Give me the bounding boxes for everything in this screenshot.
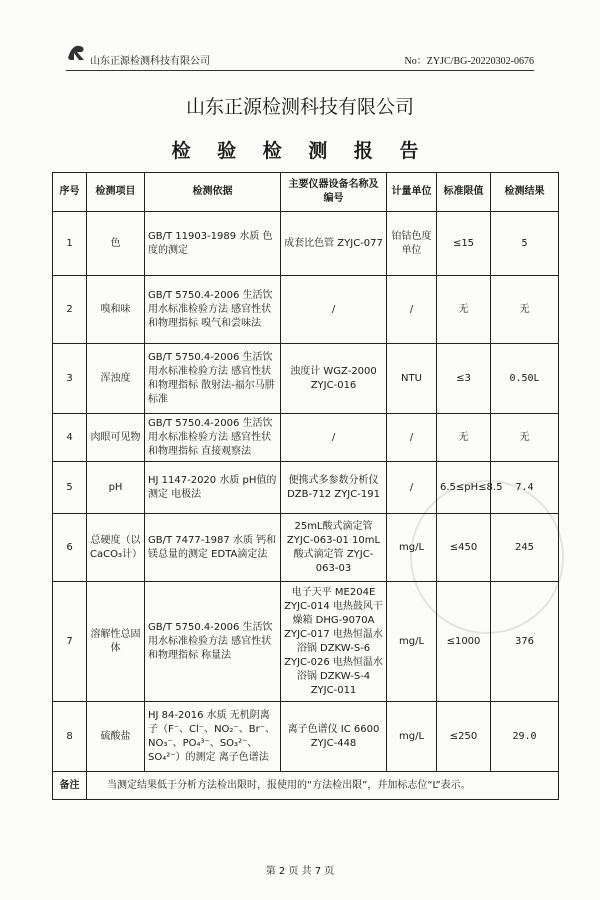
header-result: 检测结果 (491, 173, 559, 212)
cell-no: 4 (53, 414, 87, 462)
header-instrument: 主要仪器设备名称及编号 (281, 173, 387, 212)
cell-basis: GB/T 5750.4-2006 生活饮用水标准检验方法 感官性状和物理指标 称量法 (145, 582, 281, 702)
cell-limit: 6.5≤pH≤8.5 (437, 462, 491, 514)
cell-result: 5 (491, 212, 559, 276)
cell-basis: GB/T 5750.4-2006 生活饮用水标准检验方法 感官性状和物理指标 散射法-福尔马肼标准 (145, 344, 281, 414)
cell-unit: NTU (387, 344, 437, 414)
header-unit: 计量单位 (387, 173, 437, 212)
cell-result: 无 (491, 276, 559, 344)
cell-item: 总硬度（以CaCO₃计） (87, 514, 145, 582)
cell-unit: / (387, 462, 437, 514)
cell-unit: 铂钴色度单位 (387, 212, 437, 276)
cell-instrument: 成套比色管 ZYJC-077 (281, 212, 387, 276)
cell-limit: 无 (437, 414, 491, 462)
cell-instrument: / (281, 276, 387, 344)
cell-basis: HJ 1147-2020 水质 pH值的测定 电极法 (145, 462, 281, 514)
cell-instrument: 电子天平 ME204E ZYJC-014 电热鼓风干燥箱 DHG-9070A ZYJC-017 电热恒温水浴锅 DZKW-S-6 ZYJC-026 电热恒温水浴锅 DZKW-S-4 ZYJC-011 (281, 582, 387, 702)
cell-no: 3 (53, 344, 87, 414)
cell-basis: HJ 84-2016 水质 无机阴离子（F⁻、Cl⁻、NO₂⁻、Br⁻、NO₃⁻、PO₄³⁻、SO₃²⁻、SO₄²⁻）的测定 离子色谱法 (145, 702, 281, 772)
document-title: 山东正源检测科技有限公司 (185, 96, 414, 118)
cell-result: 29.0 (491, 702, 559, 772)
cell-instrument: 便携式多参数分析仪 DZB-712 ZYJC-191 (281, 462, 387, 514)
header-basis: 检测依据 (145, 173, 281, 212)
table-header-row (53, 173, 559, 212)
cell-unit: / (387, 414, 437, 462)
cell-item: 肉眼可见物 (87, 414, 145, 462)
table-row (53, 276, 559, 344)
cell-unit: mg/L (387, 514, 437, 582)
cell-limit: ≤450 (437, 514, 491, 582)
cell-no: 2 (53, 276, 87, 344)
cell-item: 硫酸盐 (87, 702, 145, 772)
table-row (53, 414, 559, 462)
table-row (53, 212, 559, 276)
cell-result: 无 (491, 414, 559, 462)
cell-no: 1 (53, 212, 87, 276)
cell-result: 376 (491, 582, 559, 702)
header-item: 检测项目 (87, 173, 145, 212)
header-company-name: 山东正源检测科技有限公司 (90, 56, 210, 67)
table-row (53, 462, 559, 514)
remark-text: 当测定结果低于分析方法检出限时，报使用的“方法检出限”，并加标志位“L”表示。 (87, 772, 559, 800)
cell-instrument: 25mL酸式滴定管 ZYJC-063-01 10mL酸式滴定管 ZYJC-063-03 (281, 514, 387, 582)
cell-item: 溶解性总固体 (87, 582, 145, 702)
header-no: 序号 (53, 173, 87, 212)
cell-basis: GB/T 7477-1987 水质 钙和镁总量的测定 EDTA滴定法 (145, 514, 281, 582)
cell-unit: mg/L (387, 582, 437, 702)
cell-basis: GB/T 11903-1989 水质 色度的测定 (145, 212, 281, 276)
cell-limit: 无 (437, 276, 491, 344)
cell-instrument: / (281, 414, 387, 462)
table-row (53, 702, 559, 772)
cell-limit: ≤250 (437, 702, 491, 772)
cell-unit: mg/L (387, 702, 437, 772)
header-limit: 标准限值 (437, 173, 491, 212)
table-row (53, 514, 559, 582)
page-number: 第 2 页 共 7 页 (265, 866, 335, 877)
cell-result: 0.50L (491, 344, 559, 414)
cell-item: 色 (87, 212, 145, 276)
test-report-table (52, 172, 559, 800)
cell-limit: ≤15 (437, 212, 491, 276)
cell-result: 245 (491, 514, 559, 582)
table-row (53, 582, 559, 702)
cell-item: 浑浊度 (87, 344, 145, 414)
remark-row (53, 772, 559, 800)
report-number: No：ZYJC/BG-20220302-0676 (404, 56, 534, 67)
company-logo-icon (66, 42, 88, 62)
cell-item: 嗅和味 (87, 276, 145, 344)
document-subtitle: 检 验 检 测 报 告 (171, 140, 429, 162)
cell-item: pH (87, 462, 145, 514)
cell-basis: GB/T 5750.4-2006 生活饮用水标准检验方法 感官性状和物理指标 直接观察法 (145, 414, 281, 462)
cell-result: 7.4 (491, 462, 559, 514)
page-header (66, 40, 534, 71)
cell-instrument: 浊度计 WGZ-2000 ZYJC-016 (281, 344, 387, 414)
table-row (53, 344, 559, 414)
cell-no: 7 (53, 582, 87, 702)
cell-limit: ≤3 (437, 344, 491, 414)
cell-no: 8 (53, 702, 87, 772)
remark-label: 备注 (53, 772, 87, 800)
cell-unit: / (387, 276, 437, 344)
cell-basis: GB/T 5750.4-2006 生活饮用水标准检验方法 感官性状和物理指标 嗅气和尝味法 (145, 276, 281, 344)
cell-limit: ≤1000 (437, 582, 491, 702)
cell-instrument: 离子色谱仪 IC 6600 ZYJC-448 (281, 702, 387, 772)
cell-no: 6 (53, 514, 87, 582)
cell-no: 5 (53, 462, 87, 514)
